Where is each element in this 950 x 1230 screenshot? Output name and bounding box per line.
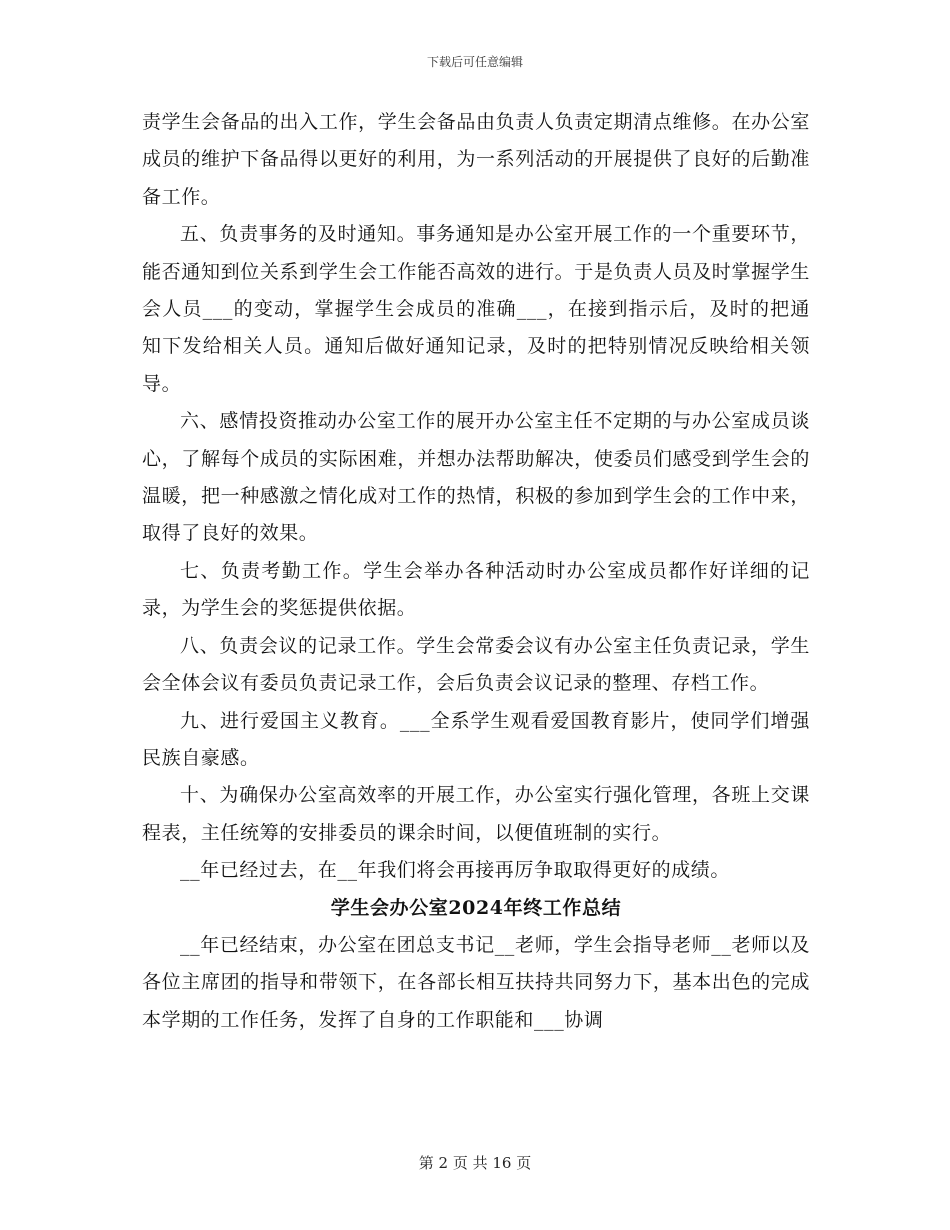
paragraph-item-7: 七、负责考勤工作。学生会举办各种活动时办公室成员都作好详细的记录，为学生会的奖惩提供依据。 <box>142 559 810 620</box>
section-title: 学生会办公室2024年终工作总结 <box>330 896 622 919</box>
paragraph-item-10: 十、为确保办公室高效率的开展工作，办公室实行强化管理，各班上交课程表，主任统筹的安排委员的课余时间，以便值班制的实行。 <box>142 784 810 844</box>
paragraph-item-6: 六、感情投资推动办公室工作的展开办公室主任不定期的与办公室成员谈心，了解每个成员的实际困难，并想办法帮助解决，使委员们感受到学生会的温暖，把一种感激之情化成对工作的热情，积极的参加到学生会的工作中来，取得了良好的效果。 <box>142 410 810 545</box>
page-header: 下载后可任意编辑 <box>426 55 523 69</box>
paragraph-conclusion: __年已经过去，在__年我们将会再接再厉争取取得更好的成绩。 <box>180 859 731 882</box>
paragraph-item-9: 九、进行爱国主义教育。___全系学生观看爱国教育影片，使同学们增强民族自豪感。 <box>142 709 810 769</box>
paragraph-summary-intro: __年已经结束，办公室在团总支书记__老师，学生会指导老师__老师以及各位主席团的指导和带领下，在各部长相互扶持共同努力下，基本出色的完成本学期的工作任务，发挥了自身的工作职能和___协调 <box>142 933 810 1031</box>
paragraph-item-5: 五、负责事务的及时通知。事务通知是办公室开展工作的一个重要环节，能否通知到位关系到学生会工作能否高效的进行。于是负责人员及时掌握学生会人员___的变动，掌握学生会成员的准确___，在接到指示后，及时的把通知下发给相关人员。通知后做好通知记录，及时的把特别情况反映给相关领导。 <box>142 223 810 395</box>
paragraph-continuation: 责学生会备品的出入工作，学生会备品由负责人负责定期清点维修。在办公室成员的维护下备品得以更好的利用，为一系列活动的开展提供了良好的后勤准备工作。 <box>142 111 810 208</box>
document-body <box>142 104 810 1039</box>
paragraph-item-8: 八、负责会议的记录工作。学生会常委会议有办公室主任负责记录，学生会全体会议有委员负责记录工作，会后负责会议记录的整理、存档工作。 <box>142 634 810 695</box>
page-number: 第 2 页 共 16 页 <box>418 1154 532 1172</box>
